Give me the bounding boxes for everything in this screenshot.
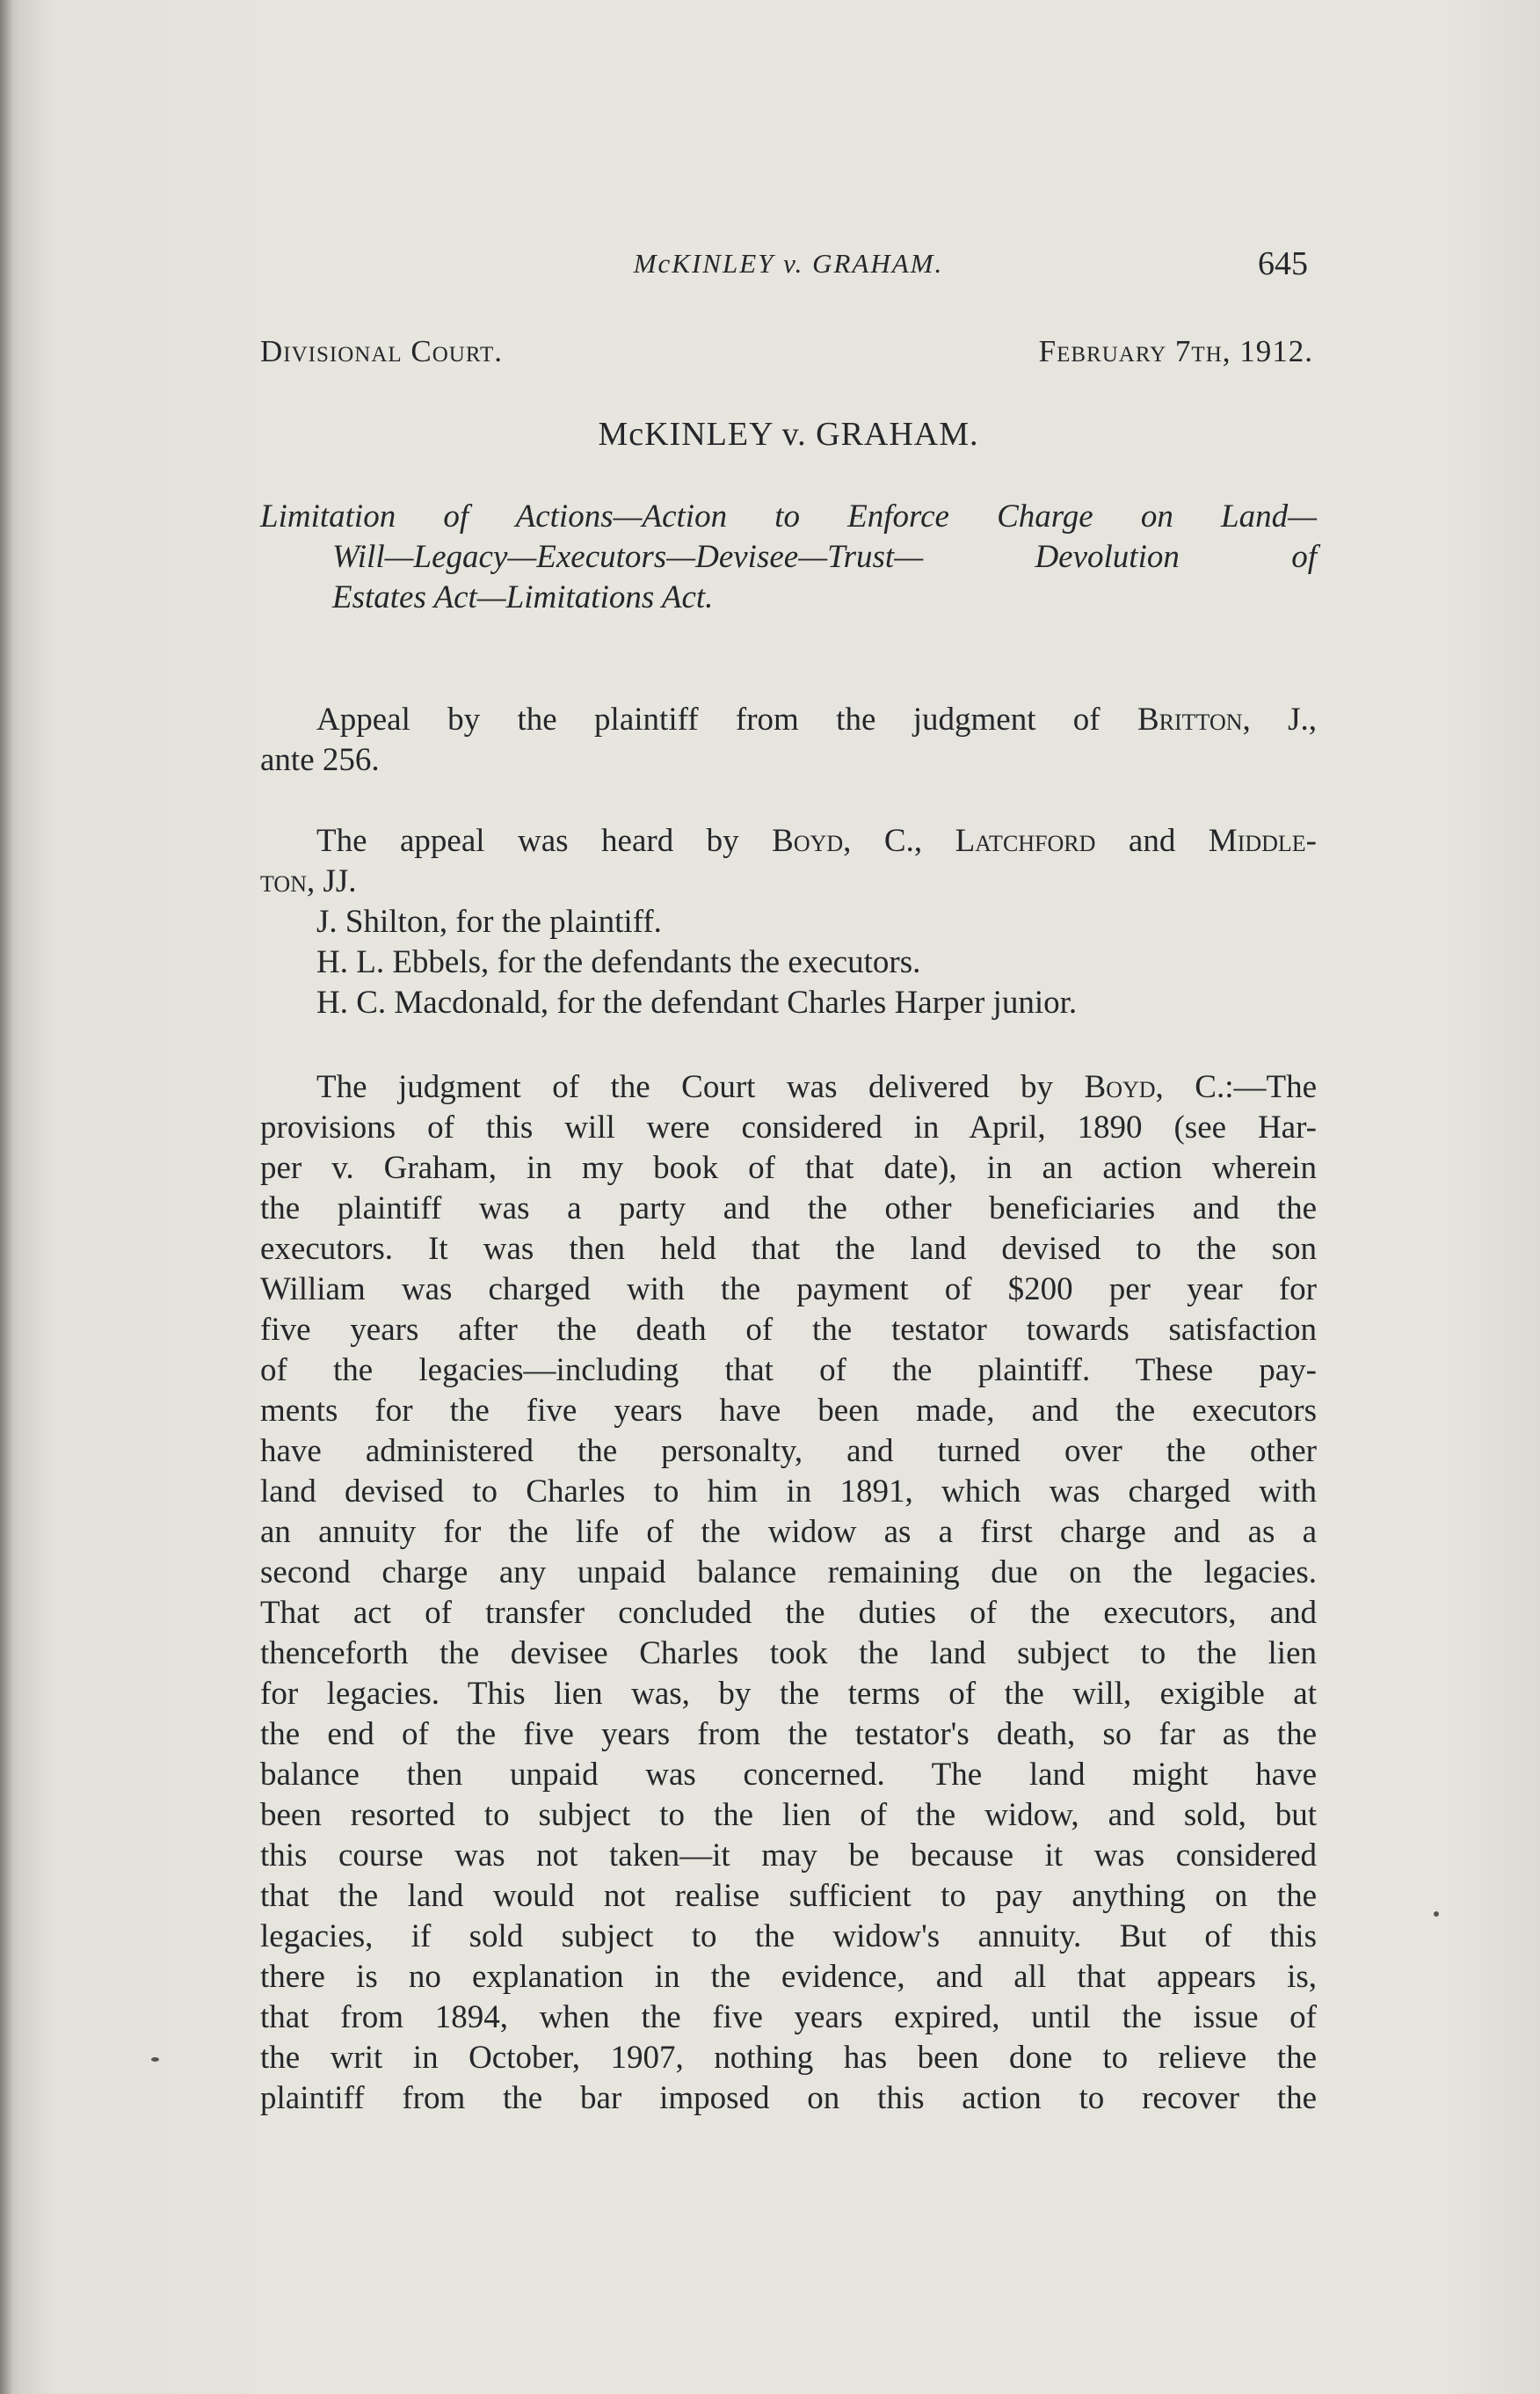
judgment-body bbox=[260, 1067, 1317, 2119]
running-head-title: McKINLEY v. GRAHAM. bbox=[633, 248, 944, 279]
judgment-line: balance then unpaid was concerned. The land might have bbox=[260, 1757, 1317, 1793]
paper-speck bbox=[1434, 1911, 1439, 1917]
hearing-paragraph bbox=[260, 821, 1317, 1023]
paragraph-line: ante 256. bbox=[260, 742, 380, 778]
judge-name: Middle- bbox=[1208, 823, 1317, 859]
judgment-line: that the land would not realise sufficient to pay anything on the bbox=[260, 1878, 1317, 1914]
headnote-line: Limitation of Actions—Action to Enforce Charge on Land— bbox=[260, 498, 1317, 535]
judge-name: Latchford bbox=[955, 823, 1096, 859]
judge-name: Boyd bbox=[772, 823, 844, 859]
paper-speck bbox=[151, 2057, 159, 2062]
case-title: McKINLEY v. GRAHAM. bbox=[598, 416, 979, 453]
judge-name: Boyd bbox=[1084, 1069, 1156, 1105]
judgment-line: there is no explanation in the evidence, and all that appears is, bbox=[260, 1959, 1317, 1995]
headnote bbox=[260, 497, 1317, 618]
judgment-line: ments for the five years have been made, and the executors bbox=[260, 1393, 1317, 1429]
judgment-line: have administered the personalty, and turned over the other bbox=[260, 1433, 1317, 1469]
court-name: Divisional Court. bbox=[260, 334, 504, 368]
decision-date: February 7th, 1912. bbox=[1038, 334, 1313, 368]
appeal-paragraph bbox=[260, 700, 1317, 781]
paragraph-line: The appeal was heard by Boyd, C., Latchford and Middle- bbox=[316, 823, 1317, 859]
judgment-line: executors. It was then held that the land devised to the son bbox=[260, 1231, 1317, 1267]
judgment-line: legacies, if sold subject to the widow's annuity. But of this bbox=[260, 1918, 1317, 1954]
judgment-line: thenceforth the devisee Charles took the land subject to the lien bbox=[260, 1635, 1317, 1671]
counsel-line: H. L. Ebbels, for the defendants the executors. bbox=[316, 944, 921, 980]
counsel-line: J. Shilton, for the plaintiff. bbox=[316, 904, 662, 940]
judgment-line: the end of the five years from the testator's death, so far as the bbox=[260, 1716, 1317, 1752]
judgment-line: five years after the death of the testator towards satisfaction bbox=[260, 1312, 1317, 1348]
judgment-line: The judgment of the Court was delivered by Boyd, C.:—The bbox=[316, 1069, 1317, 1105]
judgment-line: that from 1894, when the five years expired, until the issue of bbox=[260, 1999, 1317, 2035]
judgment-line: the writ in October, 1907, nothing has been done to relieve the bbox=[260, 2040, 1317, 2076]
headnote-line: Estates Act—Limitations Act. bbox=[332, 579, 714, 615]
running-head bbox=[260, 245, 1317, 292]
judgment-line: per v. Graham, in my book of that date), in an action wherein bbox=[260, 1150, 1317, 1186]
judgment-line: an annuity for the life of the widow as a first charge and as a bbox=[260, 1514, 1317, 1550]
paragraph-line: Appeal by the plaintiff from the judgment of Britton, J., bbox=[316, 702, 1317, 738]
judgment-line: been resorted to subject to the lien of the widow, and sold, but bbox=[260, 1797, 1317, 1833]
judgment-line: provisions of this will were considered in April, 1890 (see Har- bbox=[260, 1110, 1317, 1146]
judgment-line: second charge any unpaid balance remaining due on the legacies. bbox=[260, 1554, 1317, 1590]
judgment-line: That act of transfer concluded the duties of the executors, and bbox=[260, 1595, 1317, 1631]
judgment-line: William was charged with the payment of $200 per year for bbox=[260, 1271, 1317, 1307]
judgment-line: the plaintiff was a party and the other beneficiaries and the bbox=[260, 1190, 1317, 1226]
judgment-line: this course was not taken—it may be because it was considered bbox=[260, 1837, 1317, 1874]
judge-name: Britton bbox=[1137, 702, 1243, 738]
judgment-line: plaintiff from the bar imposed on this action to recover the bbox=[260, 2080, 1317, 2116]
headnote-line: Will—Legacy—Executors—Devisee—Trust— Devolution of bbox=[332, 539, 1317, 575]
judgment-line: land devised to Charles to him in 1891, which was charged with bbox=[260, 1474, 1317, 1510]
judgment-line: for legacies. This lien was, by the terms of the will, exigible at bbox=[260, 1676, 1317, 1712]
judgment-line: of the legacies—including that of the plaintiff. These pay- bbox=[260, 1352, 1317, 1388]
court-date-line bbox=[260, 334, 1313, 376]
counsel-line: H. C. Macdonald, for the defendant Charles Harper junior. bbox=[316, 985, 1078, 1021]
page-number: 645 bbox=[1258, 245, 1308, 282]
page-binding-edge bbox=[0, 0, 12, 2394]
paragraph-line: ton, JJ. bbox=[260, 863, 357, 899]
